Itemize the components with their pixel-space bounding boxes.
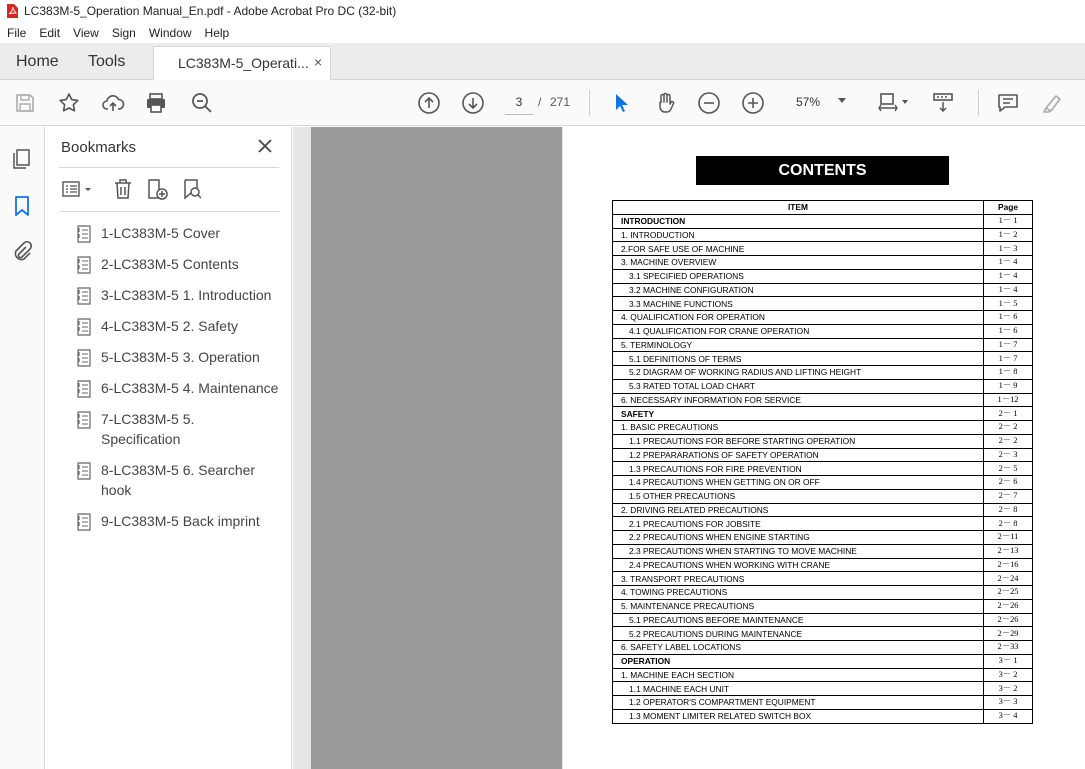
toc-item-cell: SAFETY xyxy=(613,407,984,421)
toc-page-cell: 1－ 6 xyxy=(984,311,1033,325)
table-row xyxy=(613,599,1033,613)
table-row xyxy=(613,269,1033,283)
table-row xyxy=(613,324,1033,338)
toc-item-cell: 5.3 RATED TOTAL LOAD CHART xyxy=(613,379,984,393)
tab-document[interactable] xyxy=(153,46,331,81)
zoom-level[interactable]: 57% xyxy=(796,95,821,109)
bookmark-item[interactable] xyxy=(75,511,290,531)
table-row xyxy=(613,366,1033,380)
panel-divider xyxy=(59,211,279,212)
toc-page-cell: 2－26 xyxy=(984,613,1033,627)
table-row xyxy=(613,586,1033,600)
toc-item-cell: 5. TERMINOLOGY xyxy=(613,338,984,352)
toc-page-cell: 2－ 5 xyxy=(984,462,1033,476)
toc-page-cell: 2－ 3 xyxy=(984,448,1033,462)
toc-page-cell: 3－ 1 xyxy=(984,654,1033,668)
toc-page-cell: 2－ 2 xyxy=(984,434,1033,448)
toc-item-cell: 1.3 PRECAUTIONS FOR FIRE PREVENTION xyxy=(613,462,984,476)
menu-sign[interactable]: Sign xyxy=(111,25,136,40)
toc-item-cell: 1.3 MOMENT LIMITER RELATED SWITCH BOX xyxy=(613,709,984,723)
bookmarks-icon[interactable] xyxy=(10,194,34,218)
bookmark-label: 3-LC383M-5 1. Introduction xyxy=(101,287,272,303)
window-title: LC383M-5_Operation Manual_En.pdf - Adobe Acrobat Pro DC (32-bit) xyxy=(24,4,397,18)
bookmark-page-icon xyxy=(75,462,93,480)
table-row xyxy=(613,228,1033,242)
table-row xyxy=(613,462,1033,476)
toc-page-cell: 3－ 3 xyxy=(984,696,1033,710)
bookmark-item[interactable] xyxy=(75,254,290,274)
toc-page-cell: 1－ 4 xyxy=(984,269,1033,283)
toc-item-cell: 1.4 PRECAUTIONS WHEN GETTING ON OR OFF xyxy=(613,476,984,490)
table-row xyxy=(613,338,1033,352)
bookmark-label: 4-LC383M-5 2. Safety xyxy=(101,318,238,334)
table-row xyxy=(613,256,1033,270)
table-row xyxy=(613,668,1033,682)
bookmark-label: 7-LC383M-5 5. Specification xyxy=(101,411,195,447)
page-fit-icon[interactable] xyxy=(876,91,900,115)
toc-item-cell: 3. MACHINE OVERVIEW xyxy=(613,256,984,270)
toc-page-cell: 2－13 xyxy=(984,544,1033,558)
menu-bar xyxy=(0,22,1085,43)
bookmark-page-icon xyxy=(75,225,93,243)
table-row xyxy=(613,696,1033,710)
table-row xyxy=(613,627,1033,641)
toolbar-divider xyxy=(978,90,979,116)
bookmark-label: 6-LC383M-5 4. Maintenance xyxy=(101,380,279,396)
toc-item-cell: 3.1 SPECIFIED OPERATIONS xyxy=(613,269,984,283)
bookmark-item[interactable] xyxy=(75,378,290,398)
zoom-dropdown-chevron-icon[interactable] xyxy=(838,98,846,103)
toc-item-cell: 1.2 OPERATOR'S COMPARTMENT EQUIPMENT xyxy=(613,696,984,710)
toc-page-cell: 1－ 5 xyxy=(984,297,1033,311)
menu-help[interactable]: Help xyxy=(204,25,230,40)
bookmarks-title: Bookmarks xyxy=(61,139,137,156)
comment-icon[interactable] xyxy=(996,91,1020,115)
toc-item-cell: 2. DRIVING RELATED PRECAUTIONS xyxy=(613,503,984,517)
previous-page-edge xyxy=(311,127,562,769)
toc-page-cell: 1－ 4 xyxy=(984,256,1033,270)
bookmark-page-icon xyxy=(75,380,93,398)
toc-page-cell: 1－ 7 xyxy=(984,338,1033,352)
bookmark-label: 1-LC383M-5 Cover xyxy=(101,225,221,241)
highlight-pen-icon[interactable] xyxy=(1040,91,1064,115)
column-header-item: ITEM xyxy=(613,201,984,215)
toc-item-cell: 1.1 PRECAUTIONS FOR BEFORE STARTING OPERATION xyxy=(613,434,984,448)
toc-page-cell: 2－ 8 xyxy=(984,503,1033,517)
next-page-icon[interactable] xyxy=(461,91,485,115)
bookmark-page-icon xyxy=(75,287,93,305)
contents-table-body xyxy=(613,214,1033,723)
table-row xyxy=(613,297,1033,311)
toc-page-cell: 2－16 xyxy=(984,558,1033,572)
toc-item-cell: 4.1 QUALIFICATION FOR CRANE OPERATION xyxy=(613,324,984,338)
page-fit-chevron-icon[interactable] xyxy=(902,100,908,104)
previous-page-icon[interactable] xyxy=(417,91,441,115)
toc-item-cell: 5.2 PRECAUTIONS DURING MAINTENANCE xyxy=(613,627,984,641)
bookmark-label: 5-LC383M-5 3. Operation xyxy=(101,349,260,365)
bookmark-page-icon xyxy=(75,349,93,367)
toc-item-cell: 1. MACHINE EACH SECTION xyxy=(613,668,984,682)
cloud-upload-icon[interactable] xyxy=(101,91,125,115)
scroll-mode-icon[interactable] xyxy=(931,91,955,115)
toc-item-cell: 6. SAFETY LABEL LOCATIONS xyxy=(613,641,984,655)
page-number-input[interactable] xyxy=(505,89,533,115)
toc-page-cell: 1－ 8 xyxy=(984,366,1033,380)
table-row xyxy=(613,379,1033,393)
zoom-in-icon[interactable] xyxy=(741,91,765,115)
bookmark-item[interactable] xyxy=(75,347,290,367)
hand-tool-icon[interactable] xyxy=(653,91,677,115)
bookmark-options-icon[interactable] xyxy=(61,177,97,201)
toc-item-cell: 2.1 PRECAUTIONS FOR JOBSITE xyxy=(613,517,984,531)
toc-page-cell: 1－12 xyxy=(984,393,1033,407)
column-header-page: Page xyxy=(984,201,1033,215)
table-row xyxy=(613,654,1033,668)
new-bookmark-icon[interactable] xyxy=(145,177,169,201)
table-row xyxy=(613,709,1033,723)
toc-page-cell: 1－ 3 xyxy=(984,242,1033,256)
toc-page-cell: 2－11 xyxy=(984,531,1033,545)
toc-page-cell: 1－ 7 xyxy=(984,352,1033,366)
toolbar-divider xyxy=(589,90,590,116)
toc-item-cell: 1. BASIC PRECAUTIONS xyxy=(613,421,984,435)
toc-page-cell: 2－25 xyxy=(984,586,1033,600)
toc-item-cell: 3. TRANSPORT PRECAUTIONS xyxy=(613,572,984,586)
toc-page-cell: 2－ 1 xyxy=(984,407,1033,421)
toc-item-cell: 2.FOR SAFE USE OF MACHINE xyxy=(613,242,984,256)
table-row xyxy=(613,641,1033,655)
bookmark-item[interactable] xyxy=(75,223,290,243)
toc-page-cell: 2－33 xyxy=(984,641,1033,655)
select-cursor-icon[interactable] xyxy=(609,91,633,115)
menu-view[interactable]: View xyxy=(73,25,99,40)
table-row xyxy=(613,434,1033,448)
table-row xyxy=(613,613,1033,627)
table-row xyxy=(613,393,1033,407)
bookmark-page-icon xyxy=(75,318,93,336)
toc-page-cell: 3－ 2 xyxy=(984,668,1033,682)
contents-heading: CONTENTS xyxy=(696,156,949,185)
toc-page-cell: 2－26 xyxy=(984,599,1033,613)
acrobat-pdf-icon xyxy=(6,4,18,18)
table-row xyxy=(613,531,1033,545)
table-row xyxy=(613,489,1033,503)
bookmark-item[interactable] xyxy=(75,460,290,500)
title-bar xyxy=(0,0,1085,22)
table-row xyxy=(613,407,1033,421)
toc-item-cell: 5.2 DIAGRAM OF WORKING RADIUS AND LIFTING HEIGHT xyxy=(613,366,984,380)
table-row xyxy=(613,682,1033,696)
toc-item-cell: 5.1 PRECAUTIONS BEFORE MAINTENANCE xyxy=(613,613,984,627)
table-row xyxy=(613,352,1033,366)
table-row xyxy=(613,421,1033,435)
toc-page-cell: 2－29 xyxy=(984,627,1033,641)
toc-item-cell: 3.2 MACHINE CONFIGURATION xyxy=(613,283,984,297)
menu-window[interactable]: Window xyxy=(148,25,192,40)
toc-item-cell: 1.2 PREPARARATIONS OF SAFETY OPERATION xyxy=(613,448,984,462)
delete-bookmark-icon[interactable] xyxy=(111,177,135,201)
toc-page-cell: 1－ 2 xyxy=(984,228,1033,242)
bookmark-label: 9-LC383M-5 Back imprint xyxy=(101,513,260,529)
main-toolbar xyxy=(0,80,1085,126)
bookmark-label: 8-LC383M-5 6. Searcher hook xyxy=(101,462,256,498)
save-icon[interactable] xyxy=(13,91,37,115)
close-panel-icon[interactable] xyxy=(255,136,275,156)
table-row xyxy=(613,544,1033,558)
table-row xyxy=(613,448,1033,462)
contents-table xyxy=(612,200,1033,724)
table-row xyxy=(613,283,1033,297)
toc-item-cell: 5.1 DEFINITIONS OF TERMS xyxy=(613,352,984,366)
menu-edit[interactable]: Edit xyxy=(39,25,61,40)
table-row xyxy=(613,572,1033,586)
toc-item-cell: 4. TOWING PRECAUTIONS xyxy=(613,586,984,600)
table-header-row xyxy=(613,201,1033,215)
toc-item-cell: 2.3 PRECAUTIONS WHEN STARTING TO MOVE MACHINE xyxy=(613,544,984,558)
bookmark-page-icon xyxy=(75,411,93,429)
toc-page-cell: 1－ 1 xyxy=(984,214,1033,228)
toc-item-cell: 3.3 MACHINE FUNCTIONS xyxy=(613,297,984,311)
page-total: 271 xyxy=(550,95,571,109)
tab-close-icon[interactable]: × xyxy=(314,54,323,70)
attachments-icon[interactable] xyxy=(10,240,34,264)
toc-item-cell: 1.5 OTHER PRECAUTIONS xyxy=(613,489,984,503)
star-icon[interactable] xyxy=(57,91,81,115)
toc-item-cell: 1. INTRODUCTION xyxy=(613,228,984,242)
menu-file[interactable]: File xyxy=(7,25,27,40)
navigation-rail xyxy=(0,127,45,769)
toc-item-cell: 2.4 PRECAUTIONS WHEN WORKING WITH CRANE xyxy=(613,558,984,572)
toc-page-cell: 3－ 4 xyxy=(984,709,1033,723)
page-thumbnails-icon[interactable] xyxy=(10,147,34,171)
table-row xyxy=(613,242,1033,256)
tab-tools[interactable]: Tools xyxy=(88,53,126,70)
bookmark-item[interactable] xyxy=(75,409,290,449)
bookmark-page-icon xyxy=(75,513,93,531)
bookmarks-panel xyxy=(45,127,292,769)
tab-home[interactable]: Home xyxy=(16,53,59,70)
toc-page-cell: 2－ 7 xyxy=(984,489,1033,503)
zoom-out-icon[interactable] xyxy=(697,91,721,115)
toc-item-cell: OPERATION xyxy=(613,654,984,668)
bookmark-page-icon xyxy=(75,256,93,274)
zoom-search-icon[interactable] xyxy=(190,91,214,115)
table-row xyxy=(613,476,1033,490)
toc-page-cell: 1－ 4 xyxy=(984,283,1033,297)
panel-divider xyxy=(59,167,279,168)
toc-page-cell: 2－ 8 xyxy=(984,517,1033,531)
bookmark-list xyxy=(75,223,290,542)
tab-bar xyxy=(0,43,1085,80)
toc-page-cell: 2－ 6 xyxy=(984,476,1033,490)
table-row xyxy=(613,311,1033,325)
toc-item-cell: 4. QUALIFICATION FOR OPERATION xyxy=(613,311,984,325)
toc-item-cell: 1.1 MACHINE EACH UNIT xyxy=(613,682,984,696)
bookmark-item[interactable] xyxy=(75,285,290,305)
toc-item-cell: 2.2 PRECAUTIONS WHEN ENGINE STARTING xyxy=(613,531,984,545)
table-row xyxy=(613,503,1033,517)
toc-item-cell: INTRODUCTION xyxy=(613,214,984,228)
page-separator: / xyxy=(538,95,542,109)
toc-item-cell: 5. MAINTENANCE PRECAUTIONS xyxy=(613,599,984,613)
table-row xyxy=(613,517,1033,531)
toc-page-cell: 2－ 2 xyxy=(984,421,1033,435)
tab-document-label: LC383M-5_Operati... xyxy=(178,55,309,71)
toc-page-cell: 3－ 2 xyxy=(984,682,1033,696)
bookmark-item[interactable] xyxy=(75,316,290,336)
toc-item-cell: 6. NECESSARY INFORMATION FOR SERVICE xyxy=(613,393,984,407)
bookmark-label: 2-LC383M-5 Contents xyxy=(101,256,239,272)
toc-page-cell: 1－ 9 xyxy=(984,379,1033,393)
toc-page-cell: 1－ 6 xyxy=(984,324,1033,338)
find-bookmark-icon[interactable] xyxy=(180,177,204,201)
print-icon[interactable] xyxy=(144,91,168,115)
table-row xyxy=(613,214,1033,228)
toc-page-cell: 2－24 xyxy=(984,572,1033,586)
table-row xyxy=(613,558,1033,572)
